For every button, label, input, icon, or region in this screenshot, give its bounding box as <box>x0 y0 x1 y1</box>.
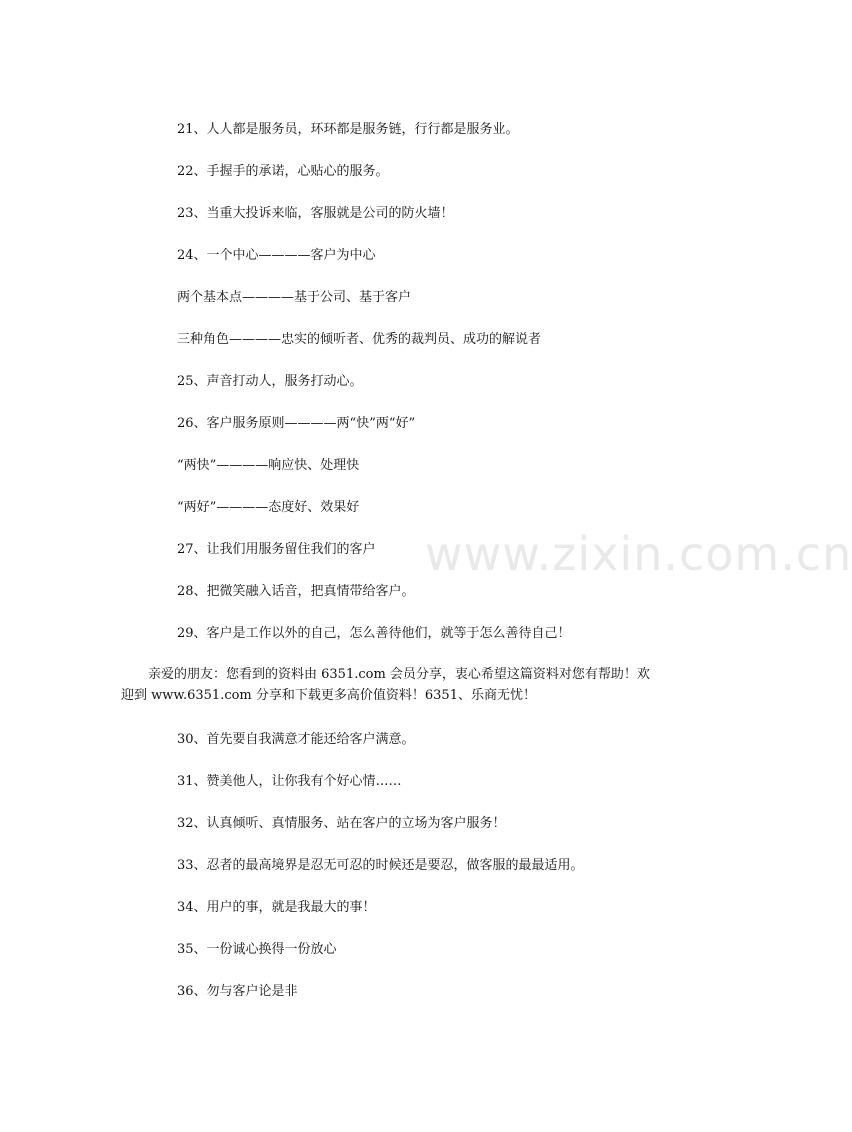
list-item: 28、把微笑融入话音，把真情带给客户。 <box>177 584 415 599</box>
list-item: 34、用户的事，就是我最大的事！ <box>177 900 376 915</box>
list-item: 33、忍者的最高境界是忍无可忍的时候还是要忍，做客服的最最适用。 <box>177 858 584 873</box>
watermark: www.zixin.com.cn <box>425 527 852 581</box>
list-item: 25、声音打动人，服务打动心。 <box>177 374 363 389</box>
list-item: 24、一个中心————客户为中心 <box>177 248 376 263</box>
list-item: 27、让我们用服务留住我们的客户 <box>177 542 376 557</box>
share-notice-line-2: 迎到 www.6351.com 分享和下载更多高价值资料！6351、乐商无忧！ <box>121 688 536 703</box>
list-item: 两个基本点————基于公司、基于客户 <box>177 290 412 305</box>
list-item: 23、当重大投诉来临，客服就是公司的防火墙！ <box>177 206 454 221</box>
list-item: 22、手握手的承诺，心贴心的服务。 <box>177 164 389 179</box>
share-notice <box>121 664 668 706</box>
list-item: 21、人人都是服务员，环环都是服务链，行行都是服务业。 <box>177 122 519 137</box>
list-item: 29、客户是工作以外的自己，怎么善待他们，就等于怎么善待自己！ <box>177 626 571 641</box>
list-item: 30、首先要自我满意才能还给客户满意。 <box>177 732 415 747</box>
list-item: 36、勿与客户论是非 <box>177 984 298 999</box>
list-item: 26、客户服务原则————两“快”两“好” <box>177 416 416 431</box>
list-item: 三种角色————忠实的倾听者、优秀的裁判员、成功的解说者 <box>177 332 542 347</box>
list-item: 35、一份诚心换得一份放心 <box>177 942 337 957</box>
share-notice-line-1: 亲爱的朋友：您看到的资料由 6351.com 会员分享，衷心希望这篇资料对您有帮助！欢 <box>148 667 650 682</box>
list-item: 32、认真倾听、真情服务、站在客户的立场为客户服务！ <box>177 816 506 831</box>
list-item: “两好”————态度好、效果好 <box>177 500 360 515</box>
list-item: “两快”————响应快、处理快 <box>177 458 360 473</box>
list-item: 31、赞美他人，让你我有个好心情…… <box>177 774 402 789</box>
